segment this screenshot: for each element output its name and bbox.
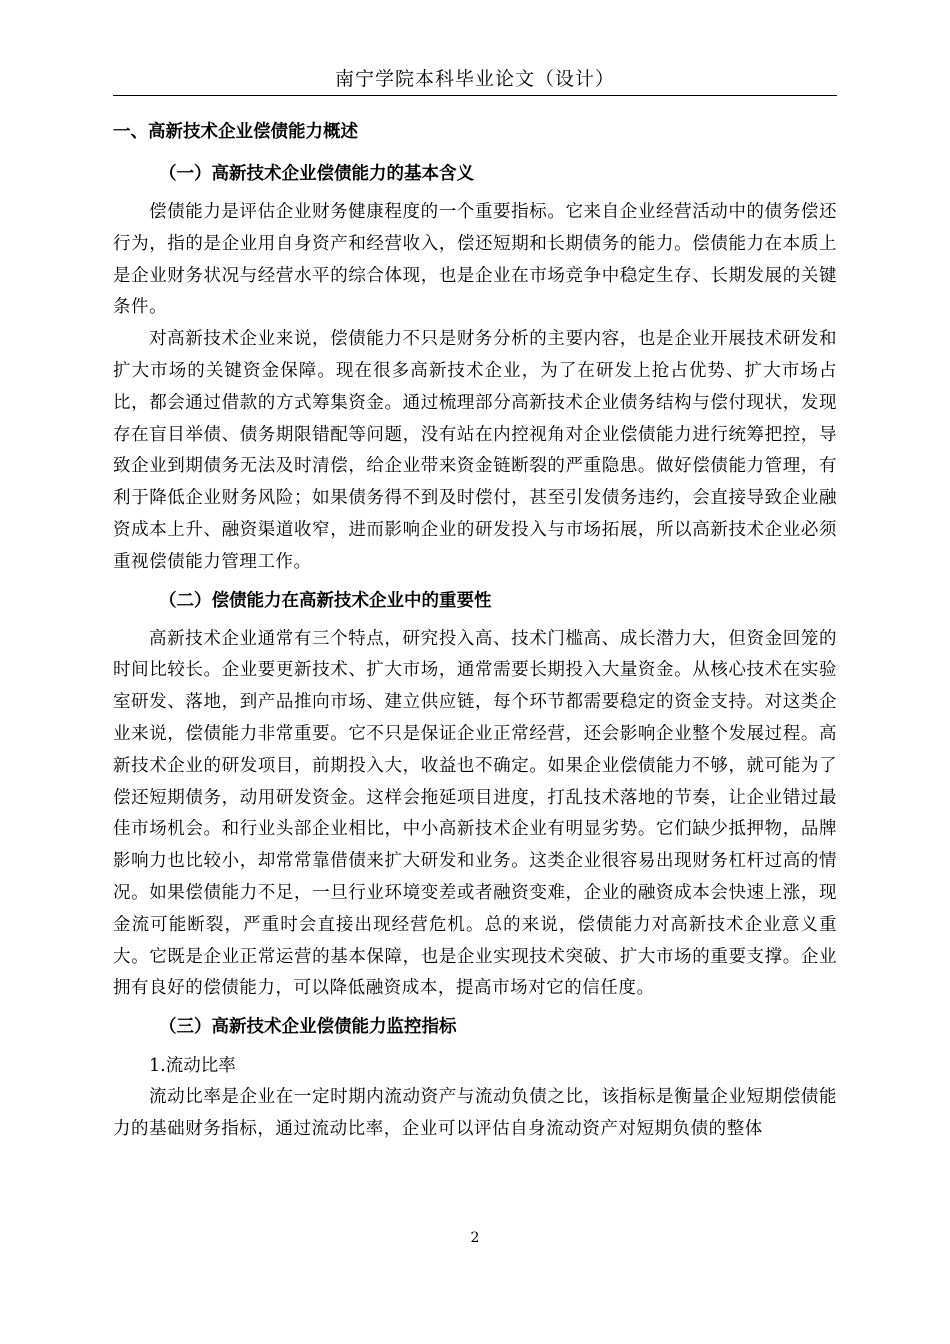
page-header-title: 南宁学院本科毕业论文（设计）: [334, 68, 615, 90]
paragraph-1-3-1: 流动比率是企业在一定时期内流动资产与流动负债之比，该指标是衡量企业短期偿债能力的基础财务指标，通过流动比率，企业可以评估自身流动资产对短期负债的整体: [113, 1087, 837, 1139]
subsection-heading-1-3: （三）高新技术企业偿债能力监控指标: [159, 1017, 457, 1038]
header-divider: [113, 95, 837, 96]
paragraph-1-2-a: 高新技术企业通常有三个特点，研究投入高、技术门槛高、成长潜力大，但资金回笼的时间比较长。企业要更新技术、扩大市场，通常需要长期投入大量资金。从核心技术在实验室研发、落地，到产品推向市场、建立供应链，每个环节都需要稳定的资金支持。对这类企业来说，偿债能力非常重要。它不只是保证企业正常经营，还会影响企业整个发展过程。高新技术企业的研发项目，前期投入大，收益也不确定。如果企业偿债能力不够，就可能为了偿还短期债务，动用研发资金。这样会拖延项目进度，打乱技术落地的节奏，让企业错过最佳市场机会。和行业头部企业相比，中小高新技术企业有明显劣势。它们缺少抵押物，品牌影响力也比较小，却常常靠借债来扩大研发和业务。这类企业很容易出现财务杠杆过高的情况。如果偿债能力不足，一旦行业环境变差或者融资变难，企业的融资成本会快速上涨，现金流可能断裂，严重时会直接出现经营危机。总的来说，偿债能力对高新技术企业意义重大。它既是企业正常运营的基本保障，也是企业实现技术突破、扩大市场的重要支撑。企业拥有良好的偿债能力，可以降低融资成本，提高市场对它的信任度。: [113, 628, 837, 999]
section-heading-1: 一、高新技术企业偿债能力概述: [113, 122, 358, 142]
subsection-heading-1-2: （二）偿债能力在高新技术企业中的重要性: [159, 590, 492, 611]
body-content: [113, 112, 837, 1146]
subsection-heading-1-1: （一）高新技术企业偿债能力的基本含义: [159, 164, 474, 184]
item-heading-current-ratio: 1.流动比率: [149, 1056, 236, 1077]
page-number: 2: [470, 1230, 480, 1246]
paragraph-1-1-a: 偿债能力是评估企业财务健康程度的一个重要指标。它来自企业经营活动中的债务偿还行为，指的是企业用自身资产和经营收入，偿还短期和长期债务的能力。偿债能力在本质上是企业财务状况与经营水平的综合体现，也是企业在市场竞争中稳定生存、长期发展的关键条件。: [113, 202, 837, 318]
paragraph-1-1-b: 对高新技术企业来说，偿债能力不只是财务分析的主要内容，也是企业开展技术研发和扩大市场的关键资金保障。现在很多高新技术企业，为了在研发上抢占优势、扩大市场占比，都会通过借款的方式筹集资金。通过梳理部分高新技术企业债务结构与偿付现状，发现存在盲目举债、债务期限错配等问题，没有站在内控视角对企业偿债能力进行统筹把控，导致企业到期债务无法及时清偿，给企业带来资金链断裂的严重隐患。做好偿债能力管理，有利于降低企业财务风险；如果债务得不到及时偿付，甚至引发债务违约，会直接导致企业融资成本上升、融资渠道收窄，进而影响企业的研发投入与市场拓展，所以高新技术企业必须重视偿债能力管理工作。: [113, 329, 837, 572]
